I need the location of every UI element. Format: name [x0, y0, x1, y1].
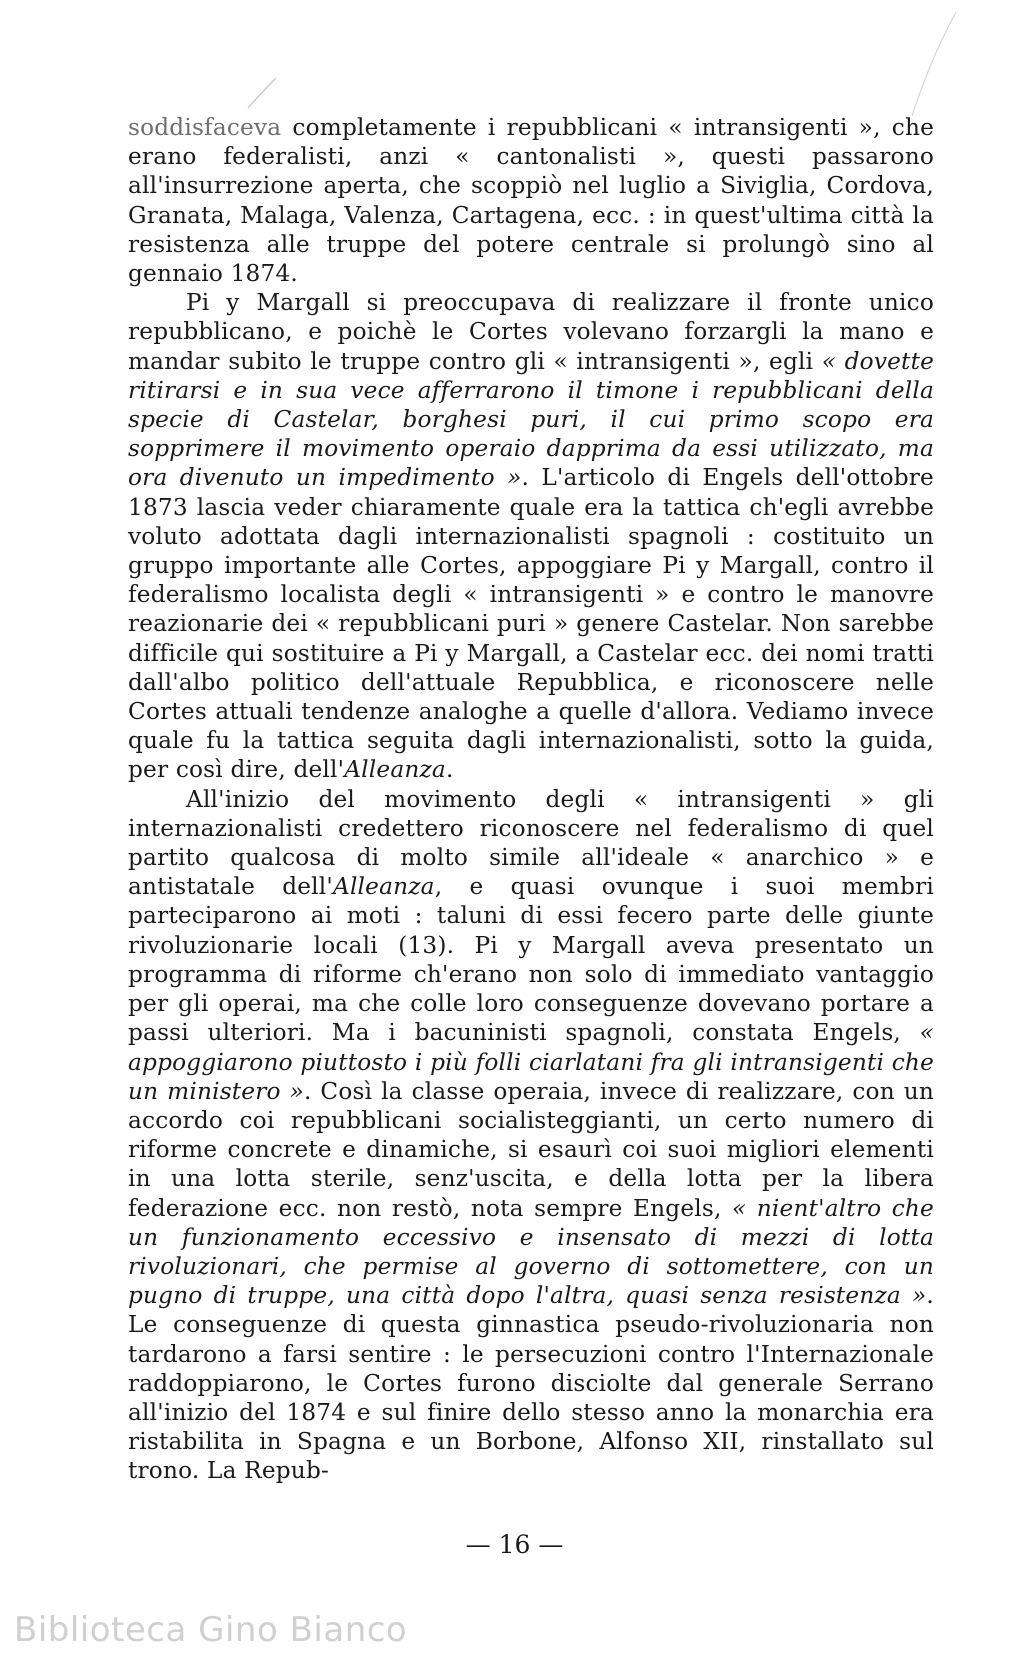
paragraph-2-text-a: Pi y Margall si preoccupava di realizzare il fronte unico repubblicano, e poichè le Cortes volevano forzargli la mano e mandar subito le truppe contro gli « intransigenti », egli [128, 289, 934, 375]
paragraph-1-faded-start: soddisfaceva [128, 114, 282, 141]
paragraph-2-text-b: . L'articolo di Engels dell'ottobre 1873 lascia veder chiaramente quale era la tattica ch'egli avrebbe voluto adottata dagli internazionalisti spagnoli : costituito un gruppo importante alle Cortes, appoggiare Pi y Margall, contro il federalismo localista degli « intransigenti » e contro le manovre reazionarie dei « repubblicani puri » genere Castelar. Non sarebbe difficile qui sostituire a Pi y Margall, a Castelar ecc. dei nomi tratti dall'albo politico dell'attuale Repubblica, e riconoscere nelle Cortes attuali tendenze analoghe a quelle d'allora. Vediamo invece quale fu la tattica seguita dagli internazionalisti, sotto la guida, per così dire, dell' [128, 464, 934, 784]
body-text [128, 113, 934, 1486]
alleanza-term: Alleanza [333, 873, 435, 901]
engels-quote-ciarlatani: « appoggiarono piuttosto i più folli ciarlatani fra gli intransigenti che un ministero » [128, 1019, 934, 1105]
paragraph-3 [128, 785, 934, 1486]
alleanza-term: Alleanza [344, 756, 446, 784]
paragraph-3-text-c: . Così la classe operaia, invece di realizzare, con un accordo coi repubblicani socialisteggianti, un certo numero di riforme concrete e dinamiche, si esaurì coi suoi migliori elementi in una lotta sterile, senz'uscita, e della lotta per la libera federazione ecc. non restò, nota sempre Engels, [128, 1077, 934, 1222]
paragraph-2 [128, 288, 934, 784]
paragraph-2-text-c: . [445, 756, 454, 784]
paragraph-3-text-d: . Le conseguenze di questa ginnastica pseudo-rivoluzionaria non tardarono a farsi sentire : le persecuzioni contro l'Internazionale raddoppiarono, le Cortes furono disciolte dal generale Serrano all'inizio del 1874 e sul finire dello stesso anno la monarchia era ristabilita in Spagna e un Borbone, Alfonso XII, rinstallato sul trono. La Repub- [128, 1282, 934, 1485]
paragraph-3-text-b: , e quasi ovunque i suoi membri parteciparono ai moti : taluni di essi fecero parte delle giunte rivoluzionarie locali (13). Pi y Margall aveva presentato un programma di riforme ch'erano non solo di immediato vantaggio per gli operai, ma che colle loro conseguenze dovevano portare a passi ulteriori. Ma i bacuninisti spagnoli, constata Engels, [128, 873, 935, 1047]
page-number: — 16 — [465, 1530, 564, 1559]
engels-quote-castelar: « dovette ritirarsi e in sua vece afferrarono il timone i repubblicani della specie di Castelar, borghesi puri, il cui primo scopo era sopprimere il movimento operaio dapprima da essi utilizzato, ma ora divenuto un impedimento » [128, 347, 935, 492]
paragraph-1 [128, 113, 934, 288]
paragraph-3-text-a: All'inizio del movimento degli « intransigenti » gli internazionalisti credettero riconoscere nel federalismo di quel partito qualcosa di molto simile all'ideale « anarchico » e antistatale dell' [128, 785, 934, 901]
library-watermark: Biblioteca Gino Bianco [14, 1610, 408, 1650]
paragraph-1-text: completamente i repubblicani « intransigenti », che erano federalisti, anzi « cantonalisti », questi passarono all'insurrezione aperta, che scoppiò nel luglio a Siviglia, Cordova, Granata, Malaga, Valenza, Cartagena, ecc. : in quest'ultima città la resistenza alle truppe del potere centrale si prolungò sino al gennaio 1874. [128, 114, 934, 288]
engels-quote-lotta: « nient'altro che un funzionamento eccessivo e insensato di mezzi di lotta rivoluzionari, che permise al governo di sottomettere, con un pugno di truppe, una città dopo l'altra, quasi senza resistenza » [128, 1194, 934, 1310]
